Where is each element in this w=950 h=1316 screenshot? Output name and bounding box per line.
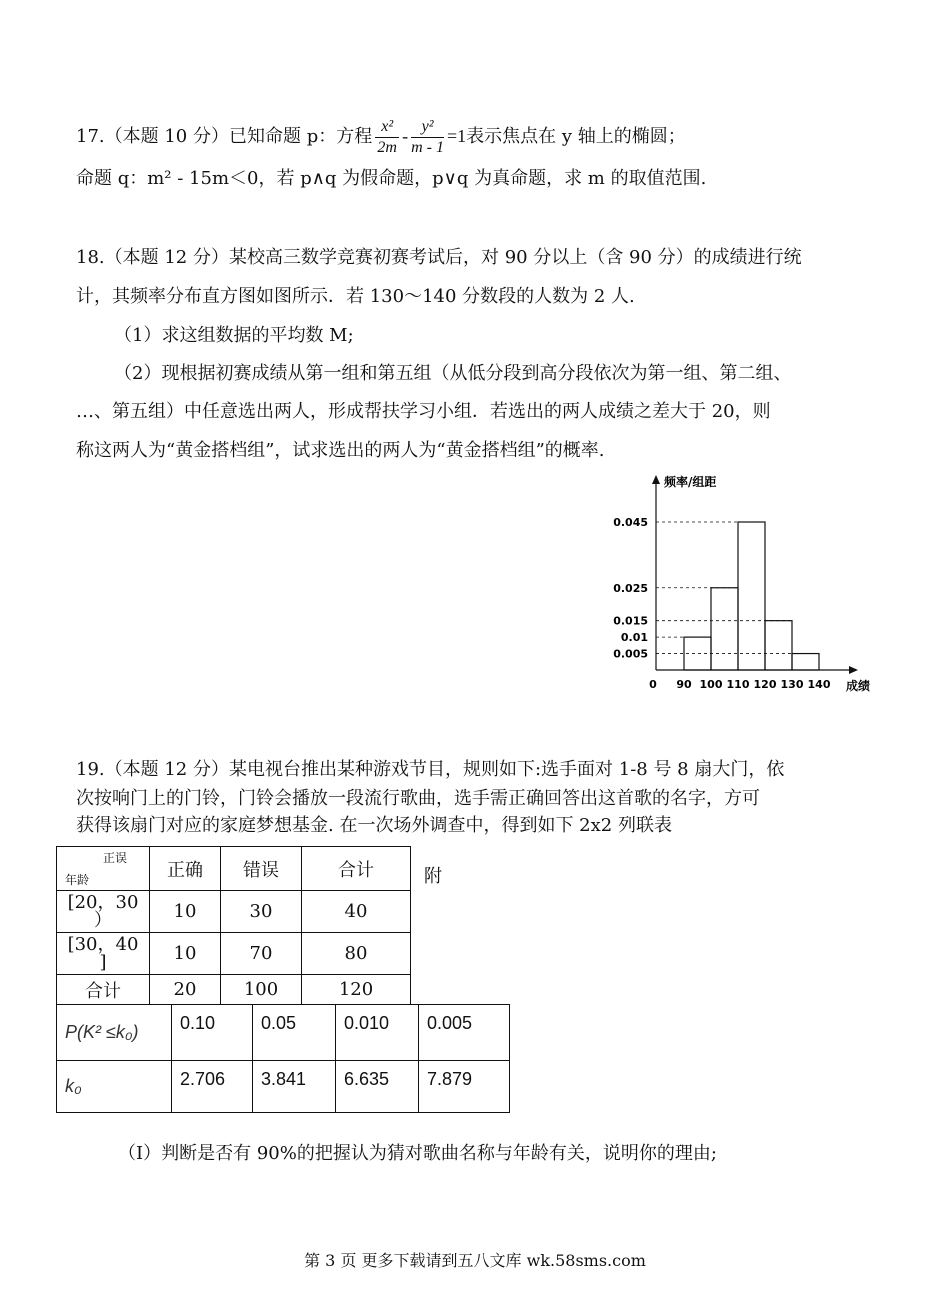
table-cell: 10 [150,933,221,975]
table-cell: 30 [221,891,302,933]
ref-cell: 0.10 [172,1005,253,1061]
x-tick-label: 140 [807,678,831,691]
y-axis-label: 频率/组距 [664,475,717,489]
header-wrong: 错误 [221,847,302,891]
q17-minus: - [402,126,409,146]
ref-cell: 7.879 [419,1061,510,1113]
corner-bottom-label: 年龄 [65,873,90,887]
y-tick-label: 0.005 [613,647,648,661]
header-correct: 正确 [150,847,221,891]
y-tick-label: 0.045 [613,516,648,529]
table-cell: 100 [221,975,302,1005]
table-cell: 20 [150,975,221,1005]
frequency-histogram [604,470,904,700]
q18-line5: …、第五组）中任意选出两人，形成帮扶学习小组．若选出的两人成绩之差大于 20，则 [76,401,771,422]
table-row [57,933,411,975]
q17-frac1-den: 2m [377,138,397,156]
q19-line2: 次按响门上的门铃，门铃会播放一段流行歌曲，选手需正确回答出这首歌的名字，方可 [76,788,760,809]
x-tick-label: 90 [676,678,692,691]
q18-line4: （2）现根据初赛成绩从第一组和第五组（从低分段到高分段依次为第一组、第二组、 [114,363,792,384]
critical-value-table [56,1004,510,1113]
q18-line1: 18.（本题 12 分）某校高三数学竞赛初赛考试后，对 90 分以上（含 90 分）的成绩进行统 [76,247,802,268]
y-tick-label: 0.015 [613,614,648,628]
x-tick-label: 130 [780,678,804,691]
contingency-table [56,846,411,1005]
x-tick-label: 110 [726,678,750,691]
row-label-b: ） [94,909,112,931]
y-tick-label: 0.025 [613,581,648,595]
origin-label: 0 [649,678,657,691]
y-axis-arrow-icon [652,475,660,484]
table-corner-cell [57,847,150,891]
q18-line3: （1）求这组数据的平均数 M; [114,325,354,346]
table-cell: 80 [302,933,411,975]
table-cell: 40 [302,891,411,933]
y-tick-label: 0.01 [620,631,648,645]
table-cell: 120 [302,975,411,1005]
ref-cell: 2.706 [172,1061,253,1113]
q17-frac1-num: x² [375,117,399,138]
row-label [57,933,150,975]
x-axis-arrow-icon [849,666,858,674]
q18-line2: 计，其频率分布直方图如图所示．若 130～140 分数段的人数为 2 人. [76,286,635,307]
q17-frac2-num: y² [411,117,444,138]
x-tick-label: 120 [753,678,777,691]
appendix-label: 附 [424,866,442,887]
x-tick-label: 100 [699,678,723,691]
q17-line1 [76,112,686,161]
row-label-a: [20，30 [67,891,139,913]
row-label-b: ] [99,951,107,973]
q17-eq: =1 [447,126,467,146]
histogram-bar [765,621,792,670]
table-row [57,975,411,1005]
histogram-bar [711,588,738,670]
ref-cell: 0.05 [253,1005,336,1061]
q18-line6: 称这两人为“黄金搭档组”，试求选出的两人为“黄金搭档组”的概率. [76,440,605,461]
ref-cell: 0.005 [419,1005,510,1061]
corner-top-label: 正误 [102,851,127,865]
table-cell: 10 [150,891,221,933]
q17-line2: 命题 q：m² - 15m＜0，若 p∧q 为假命题，p∨q 为真命题，求 m 的取值范围. [76,168,707,189]
ref-row1-label: P(K² ≤k₀) [57,1005,172,1061]
ref-cell: 3.841 [253,1061,336,1113]
x-axis-label: 成绩 [846,679,871,693]
q17-frac2-den: m - 1 [411,138,445,156]
table-row [57,891,411,933]
table-cell: 70 [221,933,302,975]
q17-fraction-y [411,117,444,158]
histogram-bar [792,654,819,670]
q17-tail: 表示焦点在 y 轴上的椭圆； [466,126,686,147]
row-label: 合计 [57,975,150,1005]
q19-question1: （Ⅰ）判断是否有 90%的把握认为猜对歌曲名称与年龄有关，说明你的理由; [118,1143,717,1164]
ref-cell: 0.010 [336,1005,419,1061]
histogram-bar [738,522,765,670]
row-label-a: [30，40 [67,933,139,955]
q17-lead: 17.（本题 10 分）已知命题 p：方程 [76,126,373,147]
ref-cell: 6.635 [336,1061,419,1113]
q17-fraction-x [375,117,399,158]
ref-row2-label: k₀ [57,1061,172,1113]
q19-line3: 获得该扇门对应的家庭梦想基金. 在一次场外调查中，得到如下 2x2 列联表 [76,815,672,836]
header-total: 合计 [302,847,411,891]
q19-line1: 19.（本题 12 分）某电视台推出某种游戏节目，规则如下:选手面对 1-8 号 8 扇大门，依 [76,759,785,780]
page-footer: 第 3 页 更多下载请到五八文库 wk.58sms.com [304,1251,646,1270]
row-label [57,891,150,933]
